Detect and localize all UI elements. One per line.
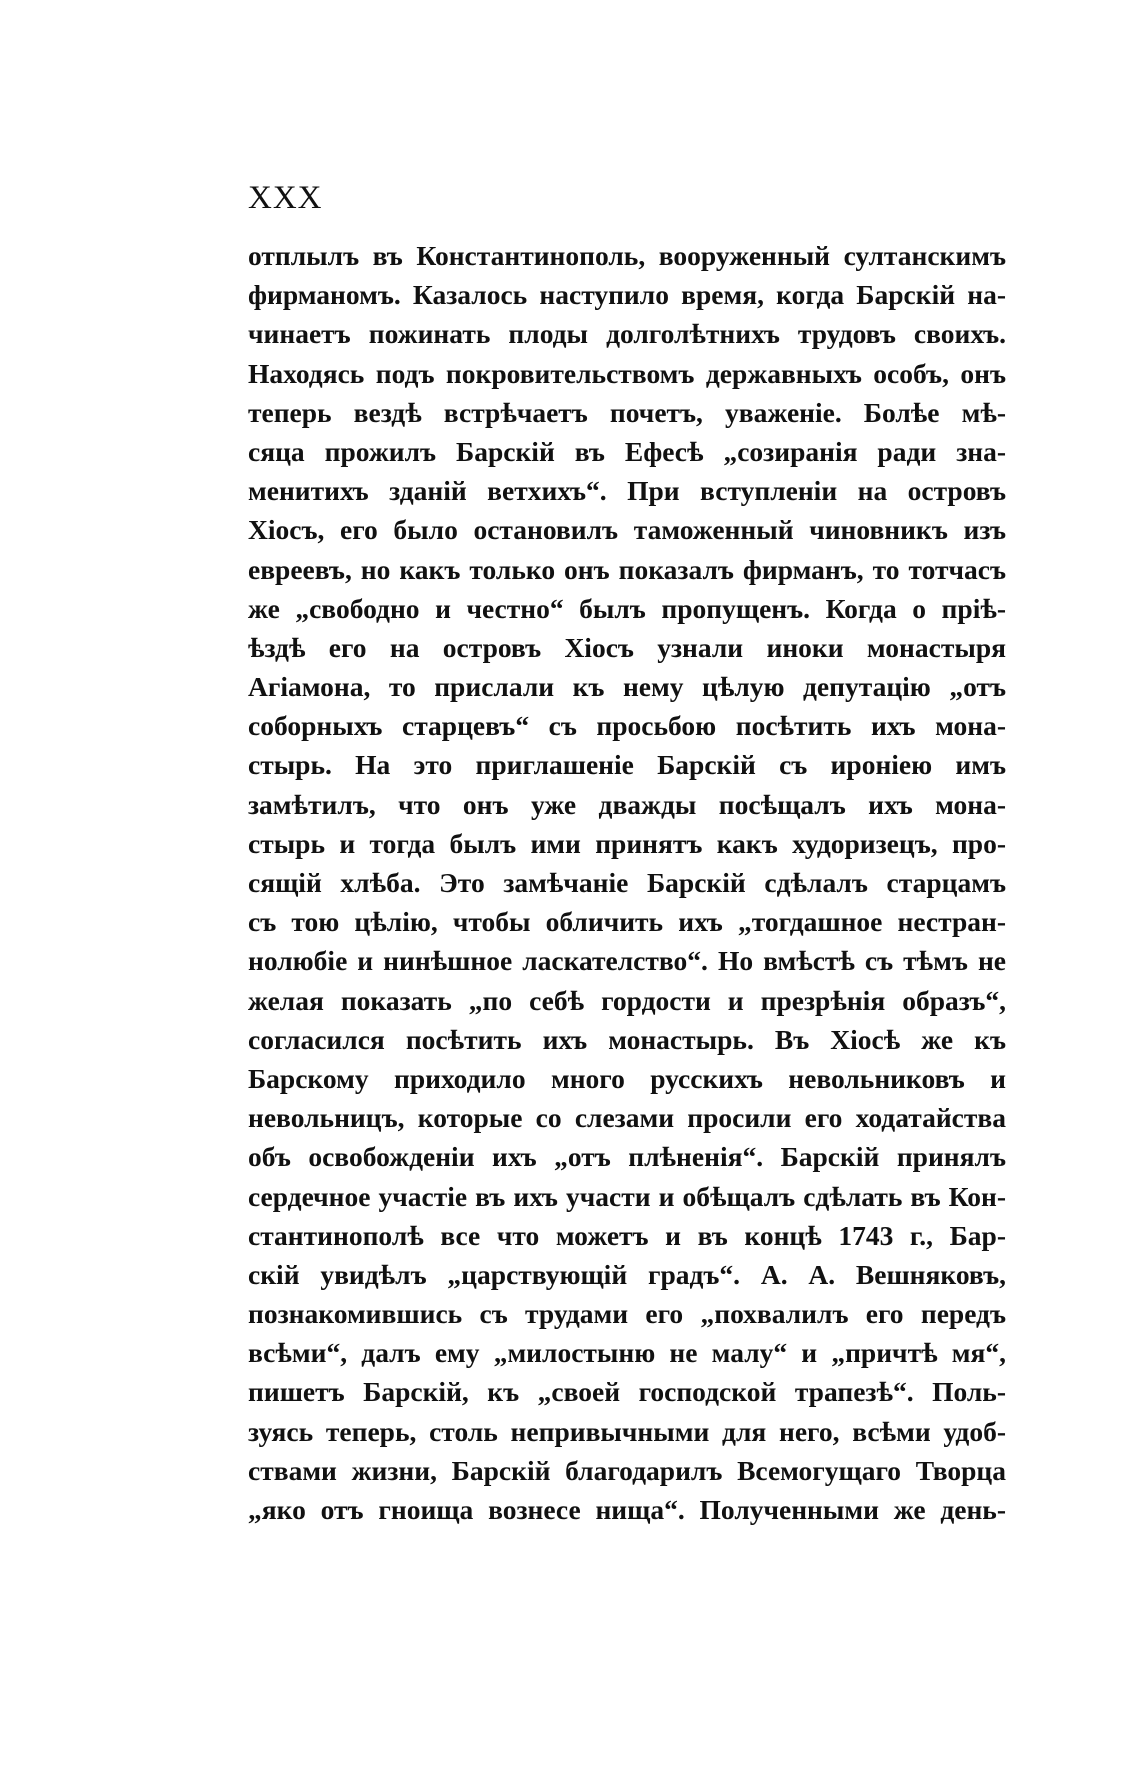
text-line: согласился посѣтить ихъ монастырь. Въ Хіосѣ же къ xyxy=(248,1023,1006,1055)
text-line: чинаетъ пожинать плоды долголѣтнихъ трудовъ своихъ. xyxy=(248,318,1006,350)
text-line: отплылъ въ Константинополь, вооруженный султанскимъ xyxy=(248,240,1006,271)
text-line: скій увидѣлъ „царствующій градъ“. А. А. Вешняковъ, xyxy=(248,1258,1006,1290)
text-line: Находясь подъ покровительствомъ державныхъ особъ, онъ xyxy=(248,357,1006,389)
text-line: съ тою цѣлію, чтобы обличить ихъ „тогдашное нестран- xyxy=(248,906,1006,938)
text-line: стантинополѣ все что можетъ и въ концѣ 1743 г., Бар- xyxy=(248,1219,1006,1251)
text-line: сящій хлѣба. Это замѣчаніе Барскій сдѣлалъ старцамъ xyxy=(248,867,1006,898)
text-line: же „свободно и честно“ былъ пропущенъ. Когда о пріѣ- xyxy=(248,592,1006,624)
text-line: нолюбіе и нинѣшное ласкателство“. Но вмѣстѣ съ тѣмъ не xyxy=(248,945,1006,977)
text-line: Хіосъ, его было остановилъ таможенный чиновникъ изъ xyxy=(248,514,1006,546)
text-line: соборныхъ старцевъ“ съ просьбою посѣтить ихъ мона- xyxy=(248,710,1006,742)
text-line: невольницъ, которые со слезами просили его ходатайства xyxy=(248,1102,1006,1134)
page-number: XXX xyxy=(248,180,323,216)
text-line: замѣтилъ, что онъ уже дважды посѣщалъ ихъ мона- xyxy=(248,788,1006,820)
text-line: ѣздѣ его на островъ Хіосъ узнали иноки монастыря xyxy=(248,631,1006,663)
text-line: пишетъ Барскій, къ „своей господской трапезѣ“. Поль- xyxy=(248,1376,1006,1408)
body-text xyxy=(248,236,1006,1529)
text-line: теперь вездѣ встрѣчаетъ почетъ, уваженіе. Болѣе мѣ- xyxy=(248,396,1006,428)
text-line: объ освобожденіи ихъ „отъ плѣненія“. Барскій принялъ xyxy=(248,1141,1006,1173)
text-line: Барскому приходило много русскихъ невольниковъ и xyxy=(248,1062,1006,1094)
text-line: стырь и тогда былъ ими принятъ какъ худоризецъ, про- xyxy=(248,827,1006,859)
text-line: зуясь теперь, столь непривычными для него, всѣми удоб- xyxy=(248,1415,1006,1447)
book-page xyxy=(248,178,1006,1529)
text-line: стырь. На это приглашеніе Барскій съ ироніею имъ xyxy=(248,749,1006,781)
text-line: желая показать „по себѣ гордости и презрѣнія образъ“, xyxy=(248,984,1006,1016)
text-line: всѣми“, далъ ему „милостыню не малу“ и „причтѣ мя“, xyxy=(248,1337,1006,1369)
text-line: ствами жизни, Барскій благодарилъ Всемогущаго Творца xyxy=(248,1454,1006,1486)
text-line: Агіамона, то прислали къ нему цѣлую депутацію „отъ xyxy=(248,671,1006,703)
text-line: „яко отъ гноища вознесе нища“. Полученными же день- xyxy=(248,1494,1006,1525)
text-line: познакомившись съ трудами его „похвалилъ его передъ xyxy=(248,1298,1006,1330)
text-line: евреевъ, но какъ только онъ показалъ фирманъ, то тотчасъ xyxy=(248,553,1006,585)
text-line: фирманомъ. Казалось наступило время, когда Барскій на- xyxy=(248,279,1006,311)
text-line: сяца прожилъ Барскій въ Ефесѣ „созиранія ради зна- xyxy=(248,435,1006,467)
text-line: сердечное участіе въ ихъ участи и обѣщалъ сдѣлать въ Кон- xyxy=(248,1180,1006,1212)
text-line: менитихъ зданій ветхихъ“. При вступленіи на островъ xyxy=(248,475,1006,507)
